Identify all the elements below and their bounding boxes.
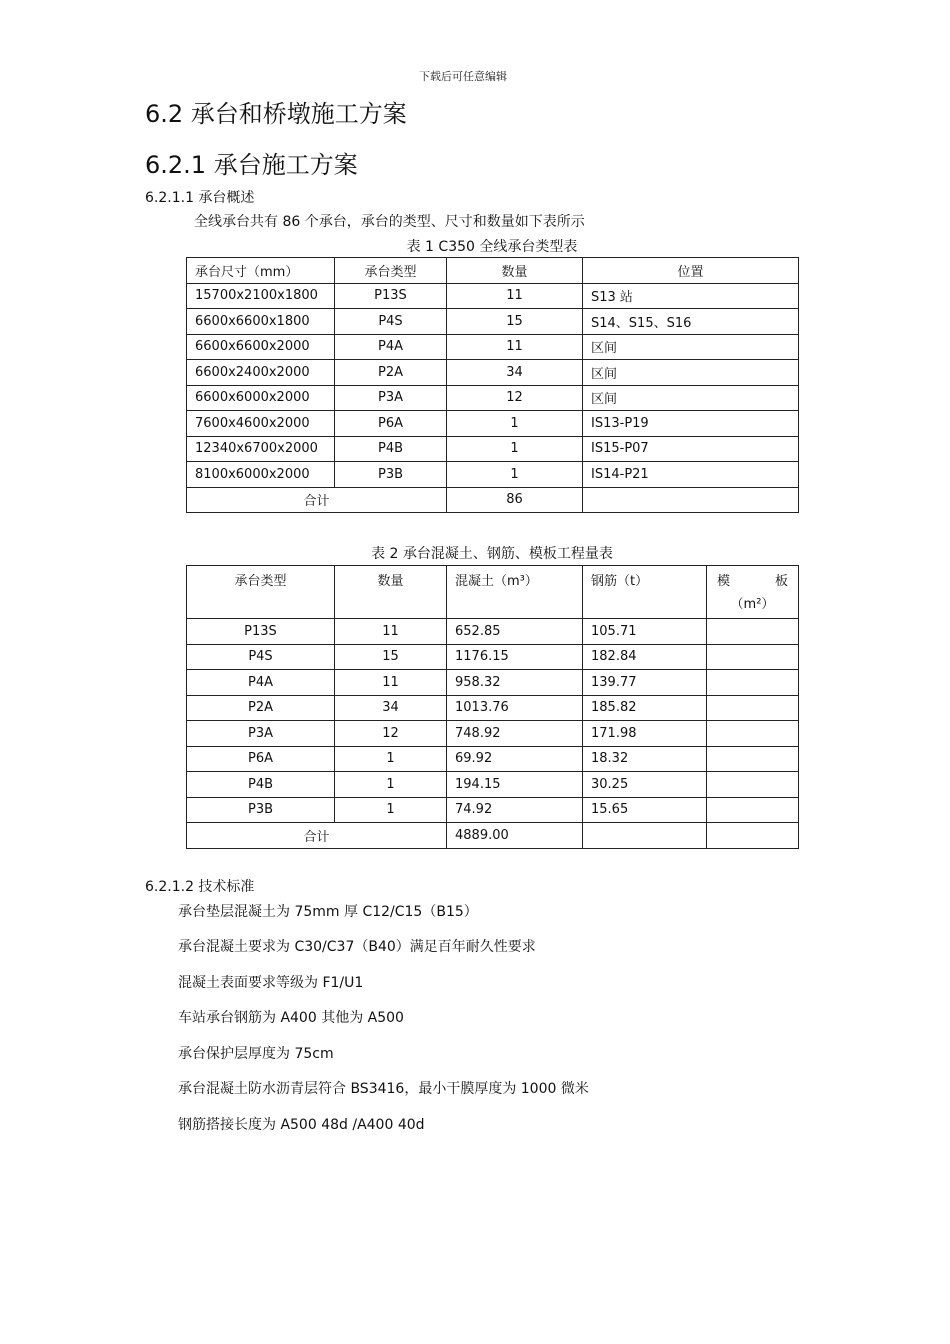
table-row [187, 360, 799, 386]
table-row [187, 797, 799, 823]
table-cell: 12340x6700x2000 [187, 436, 335, 462]
table-row [187, 462, 799, 488]
table-row [187, 334, 799, 360]
header-cell: 钢筋（t） [583, 566, 707, 619]
total-value: 86 [447, 487, 583, 513]
table-cell: 74.92 [447, 797, 583, 823]
header-cell: 承台尺寸（mm） [187, 258, 335, 284]
table-cell: 11 [335, 619, 447, 645]
table-cell: 1 [447, 462, 583, 488]
table-cell: P4B [187, 772, 335, 798]
standard-item: 承台混凝土要求为 C30/C37（B40）满足百年耐久性要求 [178, 939, 536, 955]
heading-technical-standards: 6.2.1.2 技术标准 [145, 879, 255, 895]
table-cell: 11 [447, 334, 583, 360]
table-cell: 6600x6000x2000 [187, 385, 335, 411]
table-cell: 18.32 [583, 746, 707, 772]
table-cell: P6A [335, 411, 447, 437]
table-cell: P2A [335, 360, 447, 386]
table-cell [707, 823, 799, 849]
table-cell: 11 [447, 283, 583, 309]
total-value: 4889.00 [447, 823, 583, 849]
table-cell: 34 [447, 360, 583, 386]
table-cell: 194.15 [447, 772, 583, 798]
table-cell: P13S [187, 619, 335, 645]
table-cell: 1 [447, 411, 583, 437]
table-cell: 6600x2400x2000 [187, 360, 335, 386]
table-row [187, 411, 799, 437]
table-cell [707, 772, 799, 798]
table-cell: 区间 [583, 360, 799, 386]
table-cell: 1 [447, 436, 583, 462]
table-cell: P4A [187, 670, 335, 696]
table-cell [707, 670, 799, 696]
table-cell: 652.85 [447, 619, 583, 645]
header-cell: 数量 [335, 566, 447, 619]
heading-pile-cap-plan: 6.2.1 承台施工方案 [145, 151, 358, 179]
header-cell-formwork [707, 566, 799, 619]
table-row [187, 309, 799, 335]
table-cell: 15.65 [583, 797, 707, 823]
formwork-unit: （m²） [730, 597, 775, 612]
table-cell: 1176.15 [447, 644, 583, 670]
table-cell: P13S [335, 283, 447, 309]
table-cell: 1 [335, 746, 447, 772]
table-cell: 15700x2100x1800 [187, 283, 335, 309]
standard-item: 承台保护层厚度为 75cm [178, 1046, 334, 1062]
table-cell: 区间 [583, 385, 799, 411]
heading-overview: 6.2.1.1 承台概述 [145, 190, 255, 206]
table-cell: P6A [187, 746, 335, 772]
table-cell [707, 746, 799, 772]
standard-item: 承台垫层混凝土为 75mm 厚 C12/C15（B15） [178, 904, 478, 920]
formwork-label-b: 板 [774, 574, 788, 589]
table-cell: 1013.76 [447, 695, 583, 721]
table-cell: 139.77 [583, 670, 707, 696]
total-label: 合计 [187, 487, 447, 513]
table-cell: 12 [335, 721, 447, 747]
table-row [187, 283, 799, 309]
table-cell: 182.84 [583, 644, 707, 670]
table-cell: 8100x6000x2000 [187, 462, 335, 488]
table-row [187, 721, 799, 747]
table-cell: IS15-P07 [583, 436, 799, 462]
header-cell: 混凝土（m³） [447, 566, 583, 619]
table-cell: 1 [335, 772, 447, 798]
table1-caption: 表 1 C350 全线承台类型表 [406, 239, 578, 255]
table-total-row [187, 487, 799, 513]
table-cell: P3B [187, 797, 335, 823]
table-cell: 748.92 [447, 721, 583, 747]
standard-item: 车站承台钢筋为 A400 其他为 A500 [178, 1010, 404, 1026]
pile-cap-type-table [186, 257, 799, 513]
intro-text: 全线承台共有 86 个承台，承台的类型、尺寸和数量如下表所示 [194, 214, 585, 230]
table-cell: 34 [335, 695, 447, 721]
table-cell [707, 695, 799, 721]
formwork-label-a: 模 [717, 574, 731, 589]
table-cell: 105.71 [583, 619, 707, 645]
header-cell: 承台类型 [335, 258, 447, 284]
table-cell [583, 823, 707, 849]
table-total-row [187, 823, 799, 849]
standard-item: 钢筋搭接长度为 A500 48d /A400 40d [178, 1117, 425, 1133]
table-cell [707, 721, 799, 747]
header-cell: 位置 [583, 258, 799, 284]
standard-item: 混凝土表面要求等级为 F1/U1 [178, 975, 364, 991]
table-cell: 6600x6600x1800 [187, 309, 335, 335]
table-cell: P3A [187, 721, 335, 747]
table-cell: S13 站 [583, 283, 799, 309]
table-cell: 185.82 [583, 695, 707, 721]
table-cell: P4B [335, 436, 447, 462]
table-cell: 30.25 [583, 772, 707, 798]
table-header-row [187, 258, 799, 284]
table-cell: IS13-P19 [583, 411, 799, 437]
table-cell: P2A [187, 695, 335, 721]
table-cell [583, 487, 799, 513]
table-cell: 11 [335, 670, 447, 696]
table-row [187, 644, 799, 670]
table-cell: 7600x4600x2000 [187, 411, 335, 437]
table2-caption: 表 2 承台混凝土、钢筋、模板工程量表 [371, 546, 613, 562]
table-cell: 6600x6600x2000 [187, 334, 335, 360]
table-cell [707, 619, 799, 645]
header-cell: 数量 [447, 258, 583, 284]
table-cell: P3A [335, 385, 447, 411]
table-cell: 171.98 [583, 721, 707, 747]
table-cell: P4S [187, 644, 335, 670]
table-row [187, 619, 799, 645]
table-cell: S14、S15、S16 [583, 309, 799, 335]
table-cell: IS14-P21 [583, 462, 799, 488]
table-cell: 1 [335, 797, 447, 823]
header-note: 下载后可任意编辑 [419, 70, 507, 83]
table-row [187, 695, 799, 721]
table-cell [707, 797, 799, 823]
table-cell: 15 [447, 309, 583, 335]
table-row [187, 772, 799, 798]
table-cell: P4A [335, 334, 447, 360]
table-cell: 区间 [583, 334, 799, 360]
table-row [187, 670, 799, 696]
table-row [187, 746, 799, 772]
table-cell: P3B [335, 462, 447, 488]
table-cell: 958.32 [447, 670, 583, 696]
standard-item: 承台混凝土防水沥青层符合 BS3416，最小干膜厚度为 1000 微米 [178, 1081, 589, 1097]
table-cell: 15 [335, 644, 447, 670]
table-cell: 69.92 [447, 746, 583, 772]
heading-construction-plan: 6.2 承台和桥墩施工方案 [145, 100, 407, 128]
header-cell: 承台类型 [187, 566, 335, 619]
table-header-row [187, 566, 799, 619]
table-cell: P4S [335, 309, 447, 335]
table-row [187, 385, 799, 411]
quantity-table [186, 565, 799, 849]
table-cell: 12 [447, 385, 583, 411]
total-label: 合计 [187, 823, 447, 849]
table-row [187, 436, 799, 462]
table-cell [707, 644, 799, 670]
